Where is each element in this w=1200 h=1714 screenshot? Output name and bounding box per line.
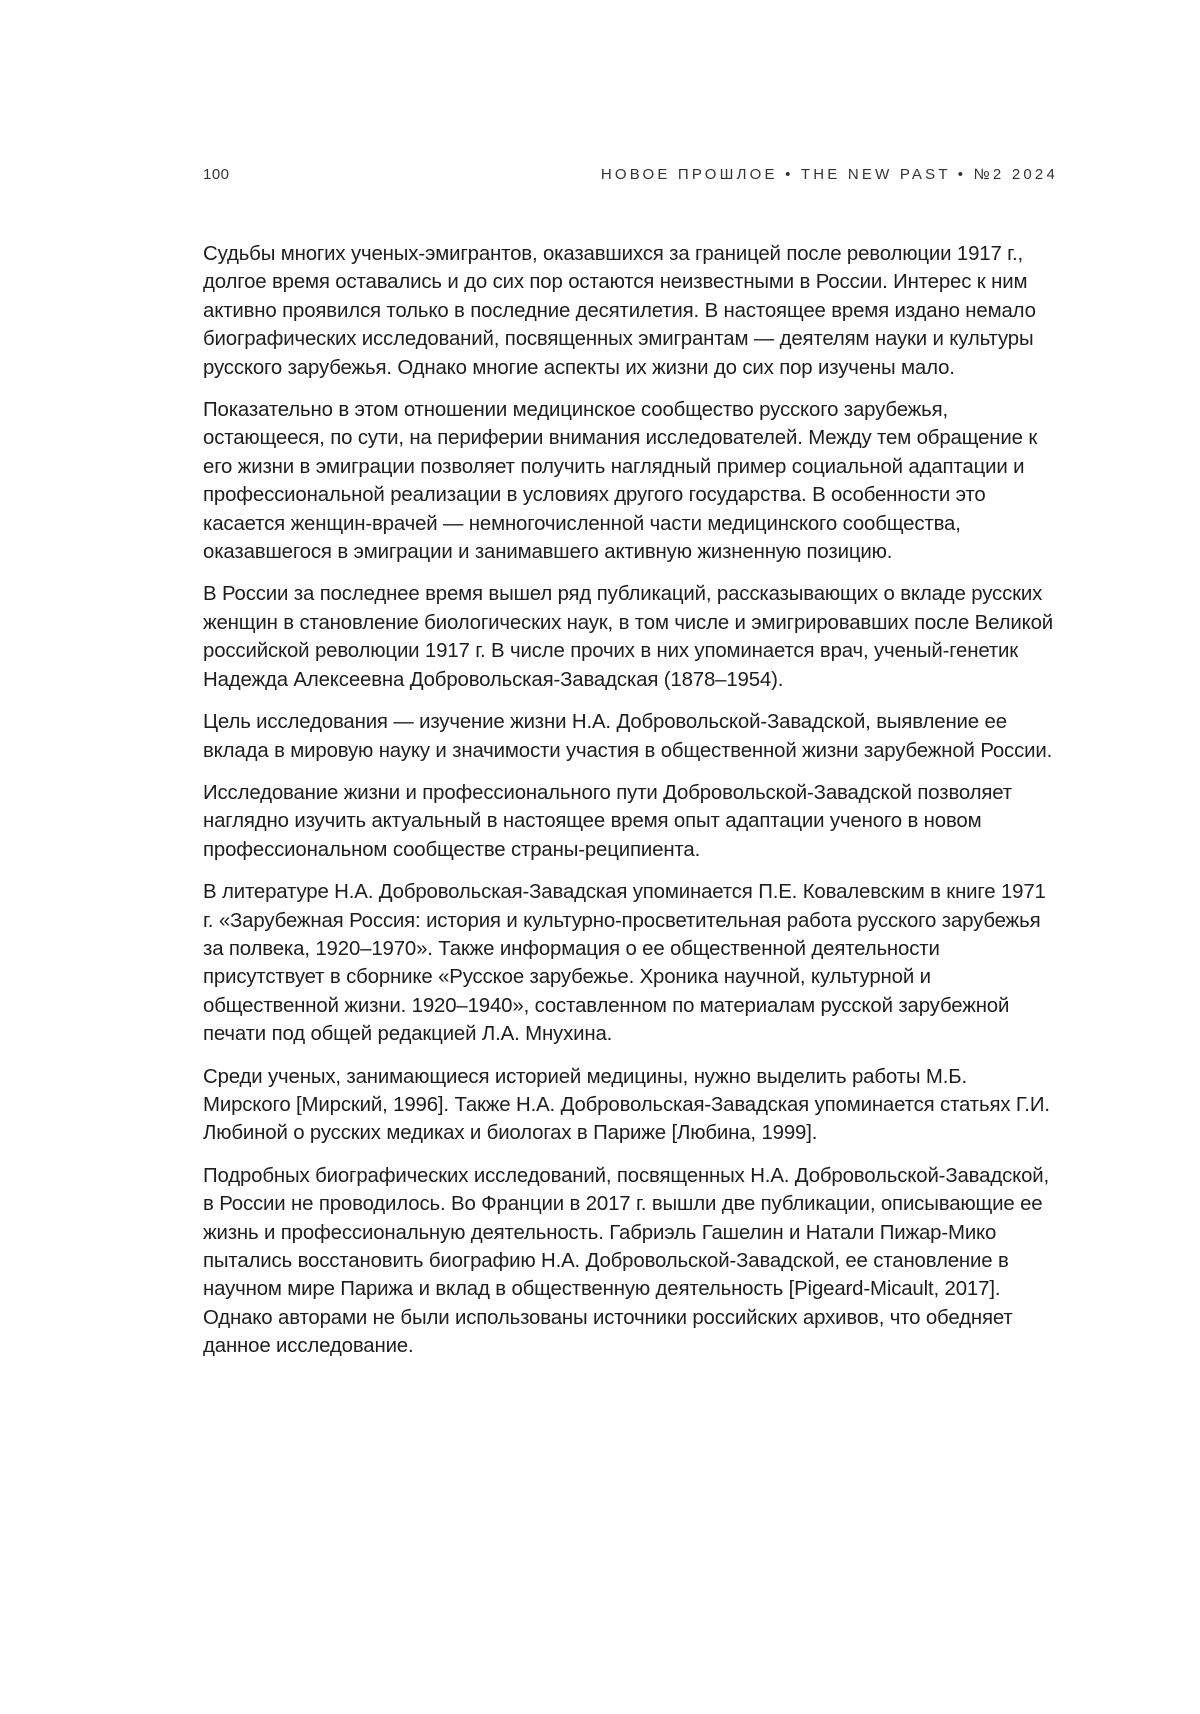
article-body (203, 240, 1058, 1375)
paragraph-5: Исследование жизни и профессионального пути Добровольской-Завадской позволяет наглядно изучить актуальный в настоящее время опыт адаптации ученого в новом профессиональном сообществе страны-реципиента. (203, 781, 1012, 861)
journal-title: НОВОЕ ПРОШЛОЕ • THE NEW PAST • №2 2024 (600, 166, 1058, 183)
page-number: 100 (203, 166, 230, 183)
paragraph-4: Цель исследования — изучение жизни Н.А. Добровольской-Завадской, выявление ее вклада в мировую науку и значимости участия в общественной жизни зарубежной России. (203, 711, 1053, 762)
paragraph-1: Судьбы многих ученых-эмигрантов, оказавшихся за границей после революции 1917 г., долгое время оставались и до сих пор остаются неизвестными в России. Интерес к ним активно проявился только в последние десятилетия. В настоящее время издано немало биографических исследований, посвященных эмигрантам — деятелям науки и культуры русского зарубежья. Однако многие аспекты их жизни до сих пор изучены мало. (203, 243, 1036, 379)
running-header (203, 166, 1058, 183)
paragraph-8: Подробных биографических исследований, посвященных Н.А. Добровольской-Завадской, в России не проводилось. Во Франции в 2017 г. вышли две публикации, описывающие ее жизнь и профессиональную деятельность. Габриэль Гашелин и Натали Пижар-Мико пытались восстановить биографию Н.А. Добровольской-Завадской, ее становление в научном мире Парижа и вклад в общественную деятельность [Pigeard-Micault, 2017]. Однако авторами не были использованы источники российских архивов, что обедняет данное исследование. (203, 1164, 1050, 1358)
paragraph-6: В литературе Н.А. Добровольская-Завадская упоминается П.Е. Ковалевским в книге 1971 г. «Зарубежная Россия: история и культурно-просветительная работа русского зарубежья за полвека, 1920–1970». Также информация о ее общественной деятельности присутствует в сборнике «Русское зарубежье. Хроника научной, культурной и общественной жизни. 1920–1940», составленном по материалам русской зарубежной печати под общей редакцией Л.А. Мнухина. (203, 881, 1046, 1046)
paragraph-3: В России за последнее время вышел ряд публикаций, рассказывающих о вкладе русских женщин в становление биологических наук, в том числе и эмигрировавших после Великой российской революции 1917 г. В числе прочих в них упоминается врач, ученый-генетик Надежда Алексеевна Добровольская-Завадская (1878–1954). (203, 583, 1054, 691)
paragraph-2: Показательно в этом отношении медицинское сообщество русского зарубежья, остающееся, по сути, на периферии внимания исследователей. Между тем обращение к его жизни в эмиграции позволяет получить наглядный пример социальной адаптации и профессиональной реализации в условиях другого государства. В особенности это касается женщин-врачей — немногочисленной части медицинского сообщества, оказавшегося в эмиграции и занимавшего активную жизненную позицию. (203, 399, 1038, 564)
paragraph-7: Среди ученых, занимающиеся историей медицины, нужно выделить работы М.Б. Мирского [Мирский, 1996]. Также Н.А. Добровольская-Завадская упоминается статьях Г.И. Любиной о русских медиках и биологах в Париже [Любина, 1999]. (203, 1065, 1050, 1145)
